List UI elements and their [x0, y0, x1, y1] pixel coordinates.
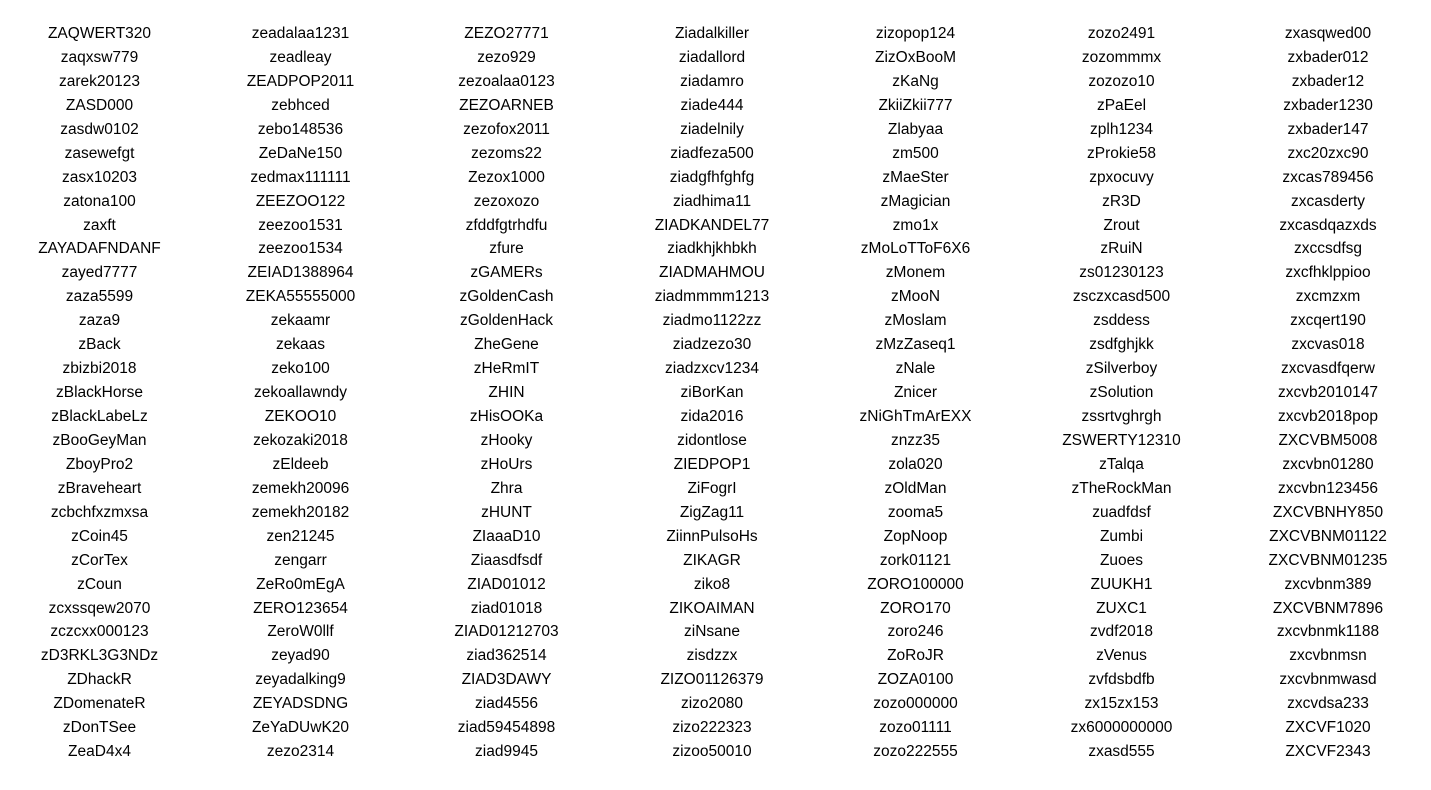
username-cell: zxcvbnm389 [1284, 575, 1372, 593]
username-cell: zfure [489, 240, 524, 258]
username-cell: zvfdsbdfb [1088, 671, 1155, 689]
username-cell: Zumbi [1099, 527, 1144, 545]
username-cell: zola020 [888, 455, 943, 473]
username-cell: zasx10203 [62, 168, 137, 186]
column-1 [0, 22, 199, 764]
username-cell: ZORO170 [880, 599, 951, 617]
username-cell: zBack [78, 336, 121, 354]
username-cell: zczcxx000123 [50, 623, 149, 641]
username-cell: ZIZO01126379 [660, 671, 764, 689]
username-cell: zasdw0102 [60, 120, 139, 138]
username-cell: zxccsdfsg [1293, 240, 1363, 258]
username-cell: ziadkhjkhbkh [667, 240, 757, 258]
username-cell: ziadallord [678, 48, 746, 66]
username-cell: zuadfdsf [1092, 503, 1151, 521]
username-cell: zemekh20096 [251, 479, 350, 497]
username-cell: zvdf2018 [1090, 623, 1153, 641]
username-cell: ZEYADSDNG [252, 695, 349, 713]
username-cell: zcbchfxzmxsa [50, 503, 149, 521]
username-cell: zxasqwed00 [1284, 25, 1372, 42]
username-cell: zHeRmIT [473, 360, 540, 378]
username-cell: ZERO123654 [253, 599, 348, 617]
username-cell: zMaeSter [882, 168, 949, 186]
username-cell: zezoms22 [471, 144, 542, 162]
username-cell: ziadamro [680, 72, 744, 90]
username-cell: ziad59454898 [457, 719, 556, 737]
username-cell: zozo000000 [873, 695, 958, 713]
username-cell: zeyad90 [271, 647, 330, 665]
username-cell: ZUUKH1 [1090, 575, 1153, 593]
username-cell: zxcvas018 [1291, 336, 1365, 354]
username-cell: ziko8 [693, 575, 731, 593]
username-cell: zarek20123 [58, 72, 140, 90]
username-cell: zSolution [1089, 384, 1154, 402]
username-cell: zMoLoTToF6X6 [860, 240, 971, 258]
username-cell: ZIADMAHMOU [659, 264, 765, 282]
username-cell: ZIKOAIMAN [669, 599, 755, 617]
username-cell: zatona100 [63, 192, 136, 210]
username-cell: zNale [895, 360, 936, 378]
username-grid [0, 22, 1431, 764]
username-cell: zemekh20182 [251, 503, 350, 521]
username-cell: zpxocuvy [1089, 168, 1154, 186]
username-cell: ziad362514 [466, 647, 547, 665]
username-cell: ziad4556 [475, 695, 538, 713]
username-cell: zezo929 [477, 48, 536, 66]
username-cell: zxcvbnmwasd [1279, 671, 1377, 689]
username-cell: zBlackLabeLz [51, 408, 148, 425]
username-cell: ziadfeza500 [670, 144, 754, 162]
username-cell: ZIaaaD10 [472, 527, 541, 545]
username-cell: zezofox2011 [463, 120, 550, 138]
username-cell: zida2016 [680, 408, 744, 425]
username-cell: zxcmzxm [1295, 288, 1361, 306]
username-cell: ZeroW0llf [267, 623, 334, 641]
username-cell: ziad9945 [475, 743, 538, 761]
username-cell: zizopop124 [875, 25, 956, 42]
username-cell: zezoxozo [473, 192, 540, 210]
username-cell: Ziaasdfsdf [470, 551, 543, 569]
username-cell: zMzZaseq1 [875, 336, 956, 354]
username-cell: zxc20zxc90 [1287, 144, 1369, 162]
username-cell: zVenus [1096, 647, 1147, 665]
username-cell: zozo222555 [873, 743, 958, 761]
username-cell: zedmax111111 [250, 168, 351, 186]
username-cell: ZIEDPOP1 [673, 455, 751, 473]
username-cell: ZSWERTY12310 [1062, 431, 1181, 449]
username-cell: zcxssqew2070 [48, 599, 151, 617]
username-cell: ziad01018 [470, 599, 543, 617]
username-cell: zx15zx153 [1084, 695, 1159, 713]
username-cell: zTalqa [1099, 455, 1144, 473]
username-cell: zxcasdqazxds [1279, 216, 1377, 234]
username-cell: zplh1234 [1090, 120, 1153, 138]
username-cell: zayed7777 [61, 264, 138, 282]
username-cell: zxcvdsa233 [1287, 695, 1369, 713]
username-cell: zoro246 [887, 623, 944, 641]
username-cell: zeadalaa1231 [251, 25, 350, 42]
username-cell: zDonTSee [62, 719, 137, 737]
username-cell: zEldeeb [272, 455, 329, 473]
username-cell: Zezox1000 [468, 168, 545, 186]
username-cell: zooma5 [887, 503, 944, 521]
username-cell: zaqxsw779 [60, 48, 139, 66]
username-cell: ZEKA55555000 [245, 288, 356, 306]
column-6 [1018, 22, 1225, 764]
username-cell: zxcvbnmk1188 [1276, 623, 1380, 641]
username-cell: zBooGeyMan [52, 431, 147, 449]
username-cell: ZIAD01212703 [454, 623, 559, 641]
username-cell: zBlackHorse [56, 384, 143, 402]
username-cell: ZeaD4x4 [68, 743, 131, 761]
username-cell: zR3D [1102, 192, 1141, 210]
username-cell: zmo1x [892, 216, 939, 234]
username-cell: zidontlose [677, 431, 747, 449]
username-cell: zezoalaa0123 [458, 72, 555, 90]
username-cell: zxcas789456 [1282, 168, 1374, 186]
username-cell: zeyadalking9 [255, 671, 346, 689]
username-cell: zProkie58 [1087, 144, 1156, 162]
username-cell: ZIKAGR [683, 551, 741, 569]
username-cell: zxcvbn01280 [1282, 455, 1374, 473]
username-cell: zebhced [271, 96, 330, 114]
username-cell: ZASD000 [65, 96, 134, 114]
username-cell: zxcvasdfqerw [1281, 360, 1375, 378]
username-cell: zxbader012 [1287, 48, 1369, 66]
username-cell: zezo2314 [266, 743, 335, 761]
username-cell: zMagician [880, 192, 951, 210]
username-cell: zD3RKL3G3NDz [40, 647, 159, 665]
username-cell: zSilverboy [1085, 360, 1158, 378]
username-cell: ZopNoop [883, 527, 948, 545]
username-cell: zxcvbnmsn [1289, 647, 1367, 665]
username-cell: ZiinnPulsoHs [666, 527, 758, 545]
username-cell: zisdzzx [686, 647, 738, 665]
column-5 [813, 22, 1018, 764]
username-cell: ZXCVF1020 [1285, 719, 1371, 737]
username-cell: Zlabyaa [887, 120, 944, 138]
username-cell: zGoldenHack [459, 312, 554, 330]
username-cell: ZAYADAFNDANF [38, 240, 161, 258]
username-cell: ZboyPro2 [65, 455, 134, 473]
column-7 [1225, 22, 1431, 764]
username-cell: zxcasderty [1290, 192, 1366, 210]
username-cell: zMoslam [884, 312, 947, 330]
username-cell: ZIAD01012 [467, 575, 546, 593]
username-cell: zPaEel [1096, 96, 1147, 114]
username-cell: ZkiiZkii777 [878, 96, 953, 114]
username-cell: zHUNT [481, 503, 532, 521]
username-cell: zHooky [480, 431, 533, 449]
username-cell: zizo222323 [672, 719, 752, 737]
username-cell: zBraveheart [57, 479, 142, 497]
username-cell: zxbader12 [1291, 72, 1365, 90]
username-cell: ZEKOO10 [264, 408, 337, 425]
username-cell: ZeYaDUwK20 [251, 719, 350, 737]
username-cell: zxbader147 [1287, 120, 1369, 138]
username-cell: zekozaki2018 [253, 431, 348, 449]
username-cell: ziadmo1122zz [662, 312, 762, 330]
username-cell: zasewefgt [64, 144, 135, 162]
username-cell: zNiGhTmArEXX [859, 408, 972, 425]
username-cell: zeezoo1534 [258, 240, 343, 258]
username-cell: zizoo50010 [672, 743, 752, 761]
username-cell: zxcvb2018pop [1278, 408, 1378, 425]
username-cell: ZUXC1 [1096, 599, 1147, 617]
username-cell: ZEEZOO122 [255, 192, 346, 210]
username-cell: zozozo10 [1088, 72, 1155, 90]
username-cell: zHisOOKa [469, 408, 544, 425]
username-cell: ziade444 [680, 96, 744, 114]
username-cell: ZDomenateR [53, 695, 146, 713]
username-cell: zengarr [274, 551, 327, 569]
username-cell: zm500 [892, 144, 939, 162]
username-cell: zozommmx [1081, 48, 1162, 66]
username-cell: ZHIN [488, 384, 525, 402]
username-cell: zOldMan [884, 479, 947, 497]
username-cell: Zhra [490, 479, 523, 497]
username-cell: ZizOxBooM [875, 48, 956, 66]
username-cell: zozo2491 [1087, 25, 1156, 42]
username-cell: zsddess [1093, 312, 1150, 330]
username-cell: ZIADKANDEL77 [654, 216, 770, 234]
username-cell: zxcfhklppioo [1285, 264, 1371, 282]
username-cell: zTheRockMan [1071, 479, 1172, 497]
username-cell: zaxft [83, 216, 116, 234]
username-cell: zGAMERs [470, 264, 543, 282]
username-cell: zork01121 [879, 551, 952, 569]
username-cell: zx6000000000 [1070, 719, 1173, 737]
username-cell: zekaas [275, 336, 326, 354]
username-cell: ZXCVBNM7896 [1272, 599, 1384, 617]
username-cell: ziBorKan [680, 384, 744, 402]
username-cell: zMonem [885, 264, 946, 282]
column-3 [402, 22, 611, 764]
username-cell: zeko100 [271, 360, 330, 378]
username-cell: ZXCVBNM01122 [1269, 527, 1387, 545]
username-cell: zxcqert190 [1290, 312, 1366, 330]
username-cell: znzz35 [890, 431, 941, 449]
username-cell: zMooN [890, 288, 941, 306]
username-cell: zekoallawndy [253, 384, 348, 402]
username-cell: ZigZag11 [679, 503, 745, 521]
username-cell: ZXCVF2343 [1285, 743, 1371, 761]
username-cell: zfddfgtrhdfu [465, 216, 548, 234]
username-cell: zCoin45 [71, 527, 128, 545]
username-cell: zozo01111 [879, 719, 952, 737]
username-cell: zbizbi2018 [62, 360, 137, 378]
username-cell: ziadzxcv1234 [665, 360, 759, 378]
username-cell: ZEADPOP2011 [246, 72, 355, 90]
username-cell: ZDhackR [67, 671, 132, 689]
username-cell: zeadleay [269, 48, 332, 66]
username-cell: zGoldenCash [459, 288, 554, 306]
username-cell: zsczxcasd500 [1072, 288, 1171, 306]
username-cell: zs01230123 [1079, 264, 1164, 282]
username-cell: zHoUrs [480, 455, 533, 473]
username-cell: zxcvbn123456 [1278, 479, 1378, 497]
username-cell: zekaamr [270, 312, 331, 330]
username-cell: ZAQWERT320 [47, 25, 152, 42]
username-cell: zsdfghjkk [1089, 336, 1154, 354]
username-cell: zCoun [77, 575, 122, 593]
username-cell: zen21245 [266, 527, 335, 545]
username-cell: ZOZA0100 [877, 671, 954, 689]
username-cell: Zuoes [1099, 551, 1144, 569]
username-cell: zRuiN [1100, 240, 1143, 258]
username-cell: zaza5599 [65, 288, 134, 306]
username-cell: zxcvb2010147 [1278, 384, 1378, 402]
username-cell: ZORO100000 [867, 575, 964, 593]
column-2 [199, 22, 402, 764]
username-cell: ZEZOARNEB [459, 96, 554, 114]
username-cell: ZEZO27771 [464, 25, 549, 42]
username-cell: zssrtvghrgh [1081, 408, 1162, 425]
username-cell: ZeDaNe150 [258, 144, 343, 162]
username-cell: ZXCVBM5008 [1278, 431, 1378, 449]
username-cell: ZheGene [474, 336, 539, 354]
username-cell: ziNsane [684, 623, 740, 641]
username-cell: zxasd555 [1088, 743, 1155, 761]
username-cell: ziadgfhfghfg [669, 168, 755, 186]
username-cell: ziadmmmm1213 [654, 288, 770, 306]
username-cell: ZeRo0mEgA [256, 575, 345, 593]
column-4 [611, 22, 813, 764]
username-cell: zaza9 [78, 312, 121, 330]
username-cell: ziadzezo30 [672, 336, 752, 354]
username-cell: zebo148536 [257, 120, 344, 138]
username-cell: ZXCVBNHY850 [1272, 503, 1384, 521]
username-cell: ZiFogrI [687, 479, 737, 497]
username-cell: zKaNg [892, 72, 939, 90]
username-cell: ziadelnily [680, 120, 744, 138]
username-cell: zxbader1230 [1283, 96, 1373, 114]
username-cell: Znicer [893, 384, 938, 402]
username-cell: ZIAD3DAWY [461, 671, 552, 689]
username-cell: Ziadalkiller [674, 25, 750, 42]
username-cell: zizo2080 [680, 695, 744, 713]
username-cell: zCorTex [71, 551, 128, 569]
username-cell: ZEIAD1388964 [247, 264, 354, 282]
username-cell: Zrout [1103, 216, 1140, 234]
username-cell: ZXCVBNM01235 [1268, 551, 1388, 569]
username-cell: ZoRoJR [887, 647, 944, 665]
username-cell: ziadhima11 [672, 192, 752, 210]
username-cell: zeezoo1531 [258, 216, 343, 234]
